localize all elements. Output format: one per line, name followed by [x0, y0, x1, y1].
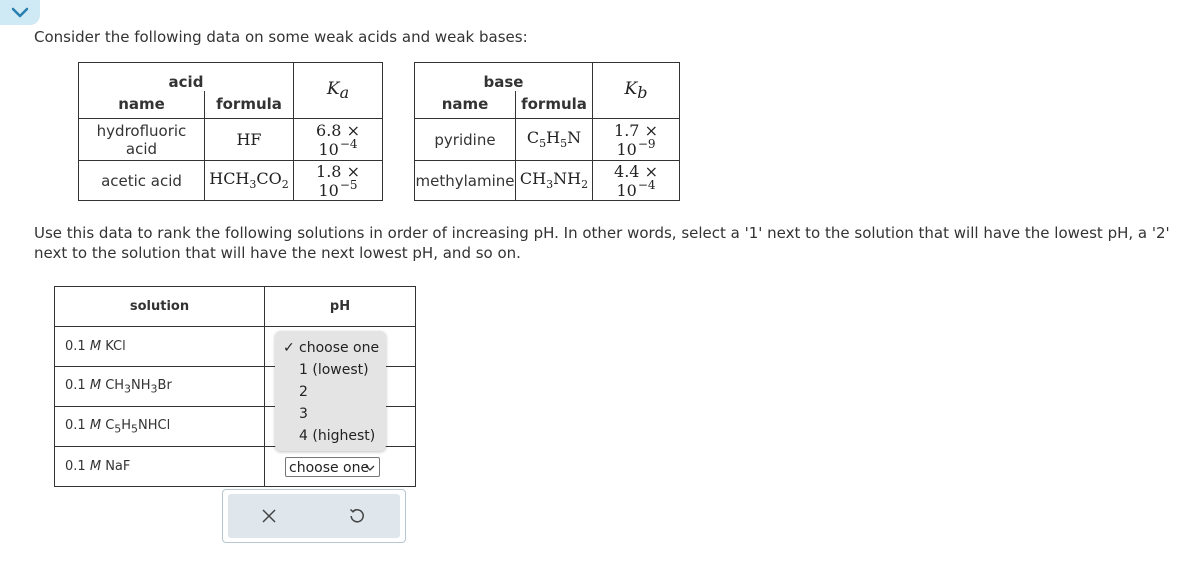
dropdown-option[interactable]: 2 [299, 384, 308, 400]
kb-value-cell: $1.7 \times 10^{-9}$ [593, 119, 680, 161]
instructions-text: Use this data to rank the following solutions in order of increasing pH. In other words, select a '1' next to the solution that will have the lowest pH, a '2' next to the solution that will have the next lowest pH, and so on. [34, 224, 1170, 262]
acid-formula-cell: HF [205, 119, 294, 161]
dropdown-option[interactable]: 1 (lowest) [299, 362, 369, 378]
acid-table [78, 62, 383, 201]
base-name-cell: methylamine [415, 161, 516, 201]
checkmark-icon: ✓ [283, 340, 295, 356]
solution-row-label: 0.1 M $C_5H_5NHCl$ [55, 407, 265, 447]
solution-header: solution [55, 287, 265, 327]
base-formula-header: formula [516, 91, 593, 119]
chevron-down-icon [11, 7, 29, 19]
solution-row-label: 0.1 M KCl [55, 327, 265, 367]
undo-icon [349, 508, 365, 524]
base-group-header: base [415, 63, 593, 91]
solution-row-label: 0.1 M NaF [55, 447, 265, 487]
solution-row-label: 0.1 M $CH_3NH_3Br$ [55, 367, 265, 407]
chevron-down-icon [365, 458, 375, 484]
ph-select[interactable]: choose one [285, 457, 380, 477]
action-bar [222, 489, 406, 543]
ph-header: pH [265, 287, 416, 327]
dropdown-option[interactable]: 3 [299, 406, 308, 422]
ka-value-cell: $6.8 \times 10^{-4}$ [294, 119, 383, 161]
base-formula-cell: $C_5H_5N$ [516, 119, 593, 161]
reset-button[interactable] [345, 504, 369, 528]
acid-formula-cell: $HCH_3CO_2$ [205, 161, 294, 201]
acid-name-cell: hydrofluoric acid [79, 119, 205, 161]
base-formula-cell: $CH_3NH_2$ [516, 161, 593, 201]
dropdown-option[interactable]: ✓ choose one [283, 340, 380, 356]
intro-text: Consider the following data on some weak acids and weak bases: [34, 28, 528, 46]
clear-button[interactable] [257, 504, 281, 528]
kb-header: $K_b$ [593, 63, 680, 119]
acid-name-header: name [79, 91, 205, 119]
action-bar-inner [228, 494, 400, 538]
acid-name-cell: acetic acid [79, 161, 205, 201]
acid-formula-header: formula [205, 91, 294, 119]
dropdown-option[interactable]: 4 (highest) [299, 428, 376, 444]
base-name-header: name [415, 91, 516, 119]
base-name-cell: pyridine [415, 119, 516, 161]
acid-group-header: acid [79, 63, 294, 91]
ka-value-cell: $1.8 \times 10^{-5}$ [294, 161, 383, 201]
collapse-button[interactable] [0, 0, 40, 25]
kb-value-cell: $4.4 \times 10^{-4}$ [593, 161, 680, 201]
ph-dropdown-menu[interactable] [275, 331, 386, 451]
ka-header: $K_a$ [294, 63, 383, 119]
x-icon [262, 509, 276, 523]
base-table [414, 62, 680, 201]
